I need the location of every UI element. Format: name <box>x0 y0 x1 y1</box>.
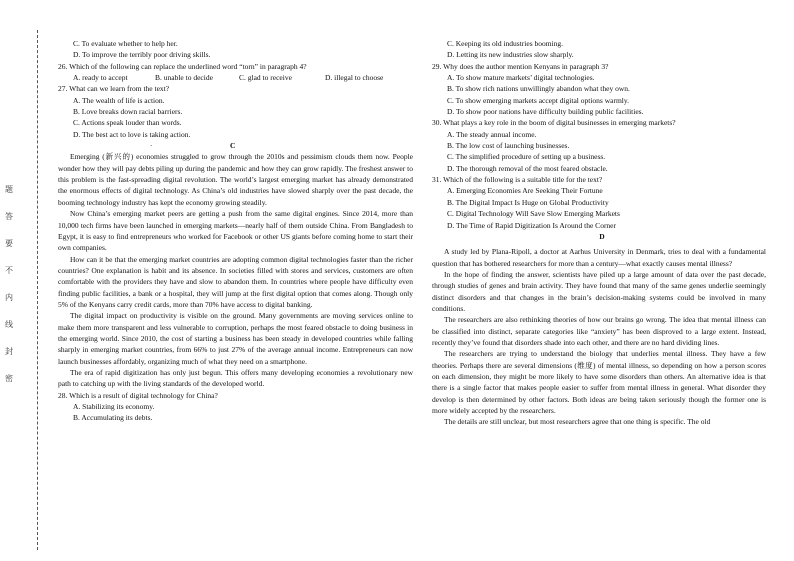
passage-d-paragraph: The researchers are trying to understand the biology that underlies mental illness. They have a few theories. Perhaps there are several dimensions (维度) of mental illness, so depending on how a person scores on each dimension, they might be more likely to have some disorders than others. An alternative idea is that there is a single factor that makes people easier to suffer from mental illness in general. What disorder they develop is then determined by other factors. Both ideas are being taken seriously though the former one is more widely accepted by the researchers. <box>432 349 766 415</box>
binding-char: 要 <box>5 239 13 248</box>
question-28: 28. Which is a result of digital technology for China? <box>58 390 218 400</box>
passage-c-header <box>58 140 413 151</box>
option: A. To show mature markets’ digital technologies. <box>447 73 595 83</box>
left-column <box>58 38 413 424</box>
option: D. Letting its new industries slow sharply. <box>447 50 574 60</box>
option: D. illegal to choose <box>325 73 384 83</box>
option: B. Accumulating its debts. <box>73 413 153 423</box>
binding-char: 线 <box>5 320 13 329</box>
question-29: 29. Why does the author mention Kenyans in paragraph 3? <box>432 61 609 71</box>
option: B. Love breaks down racial barriers. <box>73 107 183 117</box>
option: D. The best act to love is taking action. <box>73 129 191 139</box>
option: B. The Digital Impact Is Huge on Global Productivity <box>447 197 609 207</box>
option: C. Actions speak louder than words. <box>73 118 182 128</box>
binding-char: 答 <box>5 212 13 221</box>
passage-c-paragraph: Emerging (新兴的) economies struggled to grow through the 2010s and pessimism clouds them now. People wonder how they will pay debts piling up during the pandemic and how they can grow rapidly. The freshest answer to this problem is the fast-spreading digital revolution. The world’s largest emerging market has already demonstrated the enormous effects of digital technology. As China’s old industries have slowed sharply over the past decade, the booming technology industry has kept the economy growing steadily. <box>58 152 413 207</box>
option: C. Keeping its old industries booming. <box>447 39 564 48</box>
option: A. Emerging Economies Are Seeking Their Fortune <box>447 186 603 196</box>
option: D. The thorough removal of the most feared obstacle. <box>447 163 608 173</box>
section-c-label: C <box>230 141 236 151</box>
passage-d-paragraph: A study led by Plana-Ripoll, a doctor at Aarhus University in Denmark, tries to deal with a fundamental question that has bothered researchers for more than a century—what exactly causes mental illness? <box>432 247 766 268</box>
right-column <box>432 38 766 428</box>
option: C. To evaluate whether to help her. <box>73 39 178 48</box>
binding-dashed-line <box>37 30 38 550</box>
binding-margin <box>0 0 44 561</box>
option: B. unable to decide <box>155 73 213 83</box>
passage-d-paragraph: In the hope of finding the answer, scientists have piled up a large amount of data over the past decade, through studies of genes and brain activity. They have found that many of the same genes underlie seemingly distinct disorders and that changes in the brain’s decision-making systems could be involved in many conditions. <box>432 269 766 313</box>
option: D. To show poor nations have difficulty building public facilities. <box>447 107 644 117</box>
option: A. The steady annual income. <box>447 129 537 139</box>
question-27: 27. What can we learn from the text? <box>58 84 170 94</box>
option: B. The low cost of launching businesses. <box>447 141 570 151</box>
passage-d-paragraph: The researchers are also rethinking theories of how our brains go wrong. The idea that mental illness can be classified into distinct, separate categories like “anxiety” has been disproved to a large extent. Instead, recently they’ve found that disorders shade into each other, and there are no hard dividing lines. <box>432 315 766 347</box>
option: B. To show rich nations unwillingly abandon what they own. <box>447 84 630 94</box>
binding-warning <box>2 185 16 401</box>
binding-char: 密 <box>5 374 13 383</box>
binding-char: 内 <box>5 293 13 302</box>
option: A. ready to accept <box>73 73 128 83</box>
option: D. To improve the terribly poor driving skills. <box>73 50 211 60</box>
option: C. The simplified procedure of setting up a business. <box>447 152 606 162</box>
option: C. To show emerging markets accept digital options warmly. <box>447 95 630 105</box>
binding-char: 题 <box>5 185 13 194</box>
option: A. Stabilizing its economy. <box>73 402 155 411</box>
passage-c-paragraph: Now China’s emerging market peers are getting a push from the same digital engines. Since 2014, more than 10,000 tech firms have been launched in emerging markets—nearly half of them outside China. From Bangladesh to Egypt, it is easy to find entrepreneurs who worked for Facebook or other US giants before coming home to start their own companies. <box>58 209 413 253</box>
question-26: 26. Which of the following can replace the underlined word “torn” in paragraph 4? <box>58 61 307 71</box>
passage-c-paragraph: The digital impact on productivity is visible on the ground. Many governments are moving services online to make them more transparent and less vulnerable to corruption, perhaps the most feared obstacle to doing business in the emerging world. Since 2010, the cost of starting a business has been steady in developed countries while falling sharply in emerging market countries, from 66% to just 27% of the average annual income. Entrepreneurs can now launch businesses affordably, organizing much of what they need on a smartphone. <box>58 311 413 366</box>
option: C. glad to receive <box>239 73 292 83</box>
passage-c-paragraph: The era of rapid digitization has only just begun. This offers many developing economies a revolutionary new path to catching up with the living standards of the developed world. <box>58 367 413 389</box>
passage-d-paragraph: The details are still unclear, but most researchers agree that one thing is specific. The old <box>444 417 711 427</box>
option: C. Digital Technology Will Save Slow Emerging Markets <box>447 209 620 219</box>
stray-dot: · <box>150 142 153 151</box>
binding-char: 封 <box>5 347 13 356</box>
question-26-options <box>58 72 413 83</box>
binding-char: 不 <box>5 266 13 275</box>
option: A. The wealth of life is action. <box>73 95 165 105</box>
question-30: 30. What plays a key role in the boom of digital businesses in emerging markets? <box>432 118 676 128</box>
question-31: 31. Which of the following is a suitable title for the text? <box>432 175 603 185</box>
section-d-label: D <box>599 231 605 241</box>
passage-c-paragraph: How can it be that the emerging market countries are adopting common digital technologies faster than the richer countries? One explanation is habit and its absence. In societies filled with stores and services, customers are often comfortable with the providers they have and slow to abandon them. In countries where people have difficulty even finding public facilities, a bank or a hospital, they will jump at the first digital option that comes along. Though only 5% of the Kenyans carry credit cards, more than 70% have access to digital banking. <box>58 254 413 309</box>
option: D. The Time of Rapid Digitization Is Around the Corner <box>447 220 617 230</box>
